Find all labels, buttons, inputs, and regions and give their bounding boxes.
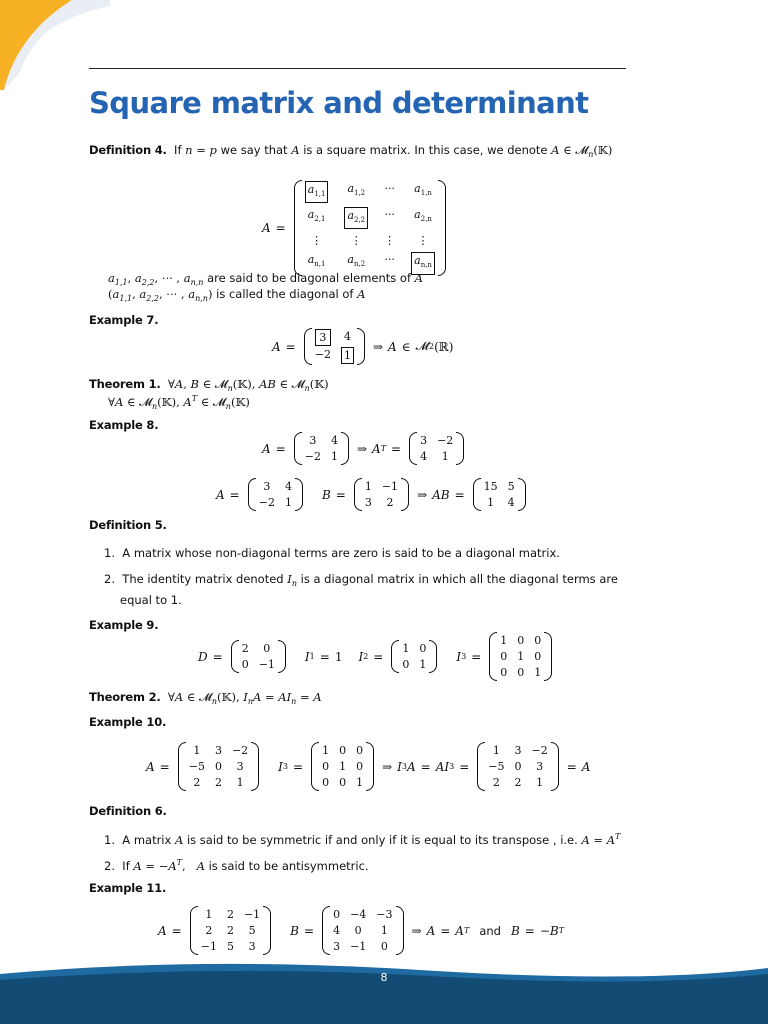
example-7-label: Example 7. [89,313,159,327]
example-8-equation-2: A = 3 4 −2 1 B = 1 −1 3 2 ⇒ AB = 15 5 1 4 [216,478,529,511]
diagonal-text: ($a_{1,1}$, $a_{2,2}$, ··· , $a_{n,n}$) is called the diagonal of A [108,287,366,303]
text: and [479,923,501,938]
example-7-equation: A = 3 4 −2 1 ⇒ A ∈ 𝓜 2 (ℝ) [272,328,453,365]
definition-4-label: Definition 4. [89,143,167,157]
example-8-label: Example 8. [89,418,159,432]
definition-5-item-1: 1. A matrix whose non-diagonal terms are zero is said to be a diagonal matrix. [104,546,560,560]
theorem-2: Theorem 2. ∀A ∈ 𝓜$_n$(𝕂), $I_nA = AI_n = A$ [89,690,322,706]
text: The identity matrix denoted [122,572,284,586]
example-10-label: Example 10. [89,715,167,729]
example-10-equation: A = 1 3 −2 −5 0 3 2 2 1 I 3 = 1 0 0 0 1 0 0 0 1 ⇒ I 3 A = AI 3 = 1 3 −2 −5 0 3 2 2 1 = A [146,744,591,789]
example-11-label: Example 11. [89,881,167,895]
definition-5-label: Definition 5. [89,518,167,532]
theorem-1-line-2: ∀A ∈ 𝓜$_n$(𝕂), $A^T$ ∈ 𝓜$_n$(𝕂) [108,394,250,411]
theorem-1-label: Theorem 1. [89,377,161,391]
definition-4: Definition 4. If n = p we say that A is a square matrix. In this case, we denote A ∈ 𝓜$_n$(𝕂) [89,143,613,159]
example-9-label: Example 9. [89,618,159,632]
text: is called the diagonal of [216,287,354,301]
corner-decoration [0,0,110,90]
text: A matrix whose non-diagonal terms are zero is said to be a diagonal matrix. [122,546,560,560]
page-number: 8 [380,971,388,984]
text: is said to be symmetric if and only if it is equal to its transpose , i.e. [186,833,578,847]
theorem-2-label: Theorem 2. [89,690,161,704]
general-matrix-equation: A = $a_{1,1}$ $a_{1,2}$ ··· $a_{1,n}$ $a_{2,1}$ $a_{2,2}$ ··· $a_{2,n}$ ⋮ ⋮ ⋮ ⋮ $a_{n,1}$ $a_{n,2}$ ··· $a_{n,n}$ [262,180,449,276]
text: we say that [220,143,288,157]
text: is said to be antisymmetric. [208,859,369,873]
definition-6-item-1: 1. A matrix A is said to be symmetric if and only if it is equal to its transpose , i.e. $A = A^T$ [104,832,621,847]
definition-6-item-2: 2. If $A = -A^T$, A is said to be antisymmetric. [104,858,369,873]
page-title: Square matrix and determinant [89,86,589,120]
definition-5-item-2: 2. The identity matrix denoted $I_n$ is a diagonal matrix in which all the diagonal terms are equal to 1. [104,572,618,607]
text: are said to be diagonal elements of [207,271,412,285]
text: A matrix [122,833,172,847]
footer-wave [0,960,768,1024]
text: If [122,859,130,873]
example-9-equation: D = 2 0 0 −1 I 1 = 1 I 2 = 1 0 0 1 I 3 = 1 0 0 0 1 0 0 0 1 [198,632,555,681]
definition-6-label: Definition 6. [89,804,167,818]
text: is a square matrix. In this case, we denote [303,143,548,157]
example-11-equation: A = 1 2 −1 2 2 5 −1 5 3 B = 0 −4 −3 4 0 1 3 −1 0 ⇒ A = A T and B = − B T [158,908,565,953]
diagonal-elements-text: $a_{1,1}$, $a_{2,2}$, ··· , $a_{n,n}$ are said to be diagonal elements of A [108,271,423,287]
header-rule [89,68,626,69]
text: If [174,143,182,157]
theorem-1: Theorem 1. ∀A, B ∈ 𝓜$_n$(𝕂), AB ∈ 𝓜$_n$(𝕂) [89,377,329,393]
general-matrix: $a_{1,1}$ $a_{1,2}$ ··· $a_{1,n}$ $a_{2,1}$ $a_{2,2}$ ··· $a_{2,n}$ ⋮ ⋮ ⋮ ⋮ $a_{n,1}$ $a_{n,2}$ ··· $a_{n,n}$ [294,180,446,276]
example-8-equation-1: A = 3 4 −2 1 ⇒ A T = 3 −2 4 1 [262,432,467,465]
text: is a diagonal matrix in which all the diagonal terms are [300,572,618,586]
text: equal to 1. [120,593,182,607]
